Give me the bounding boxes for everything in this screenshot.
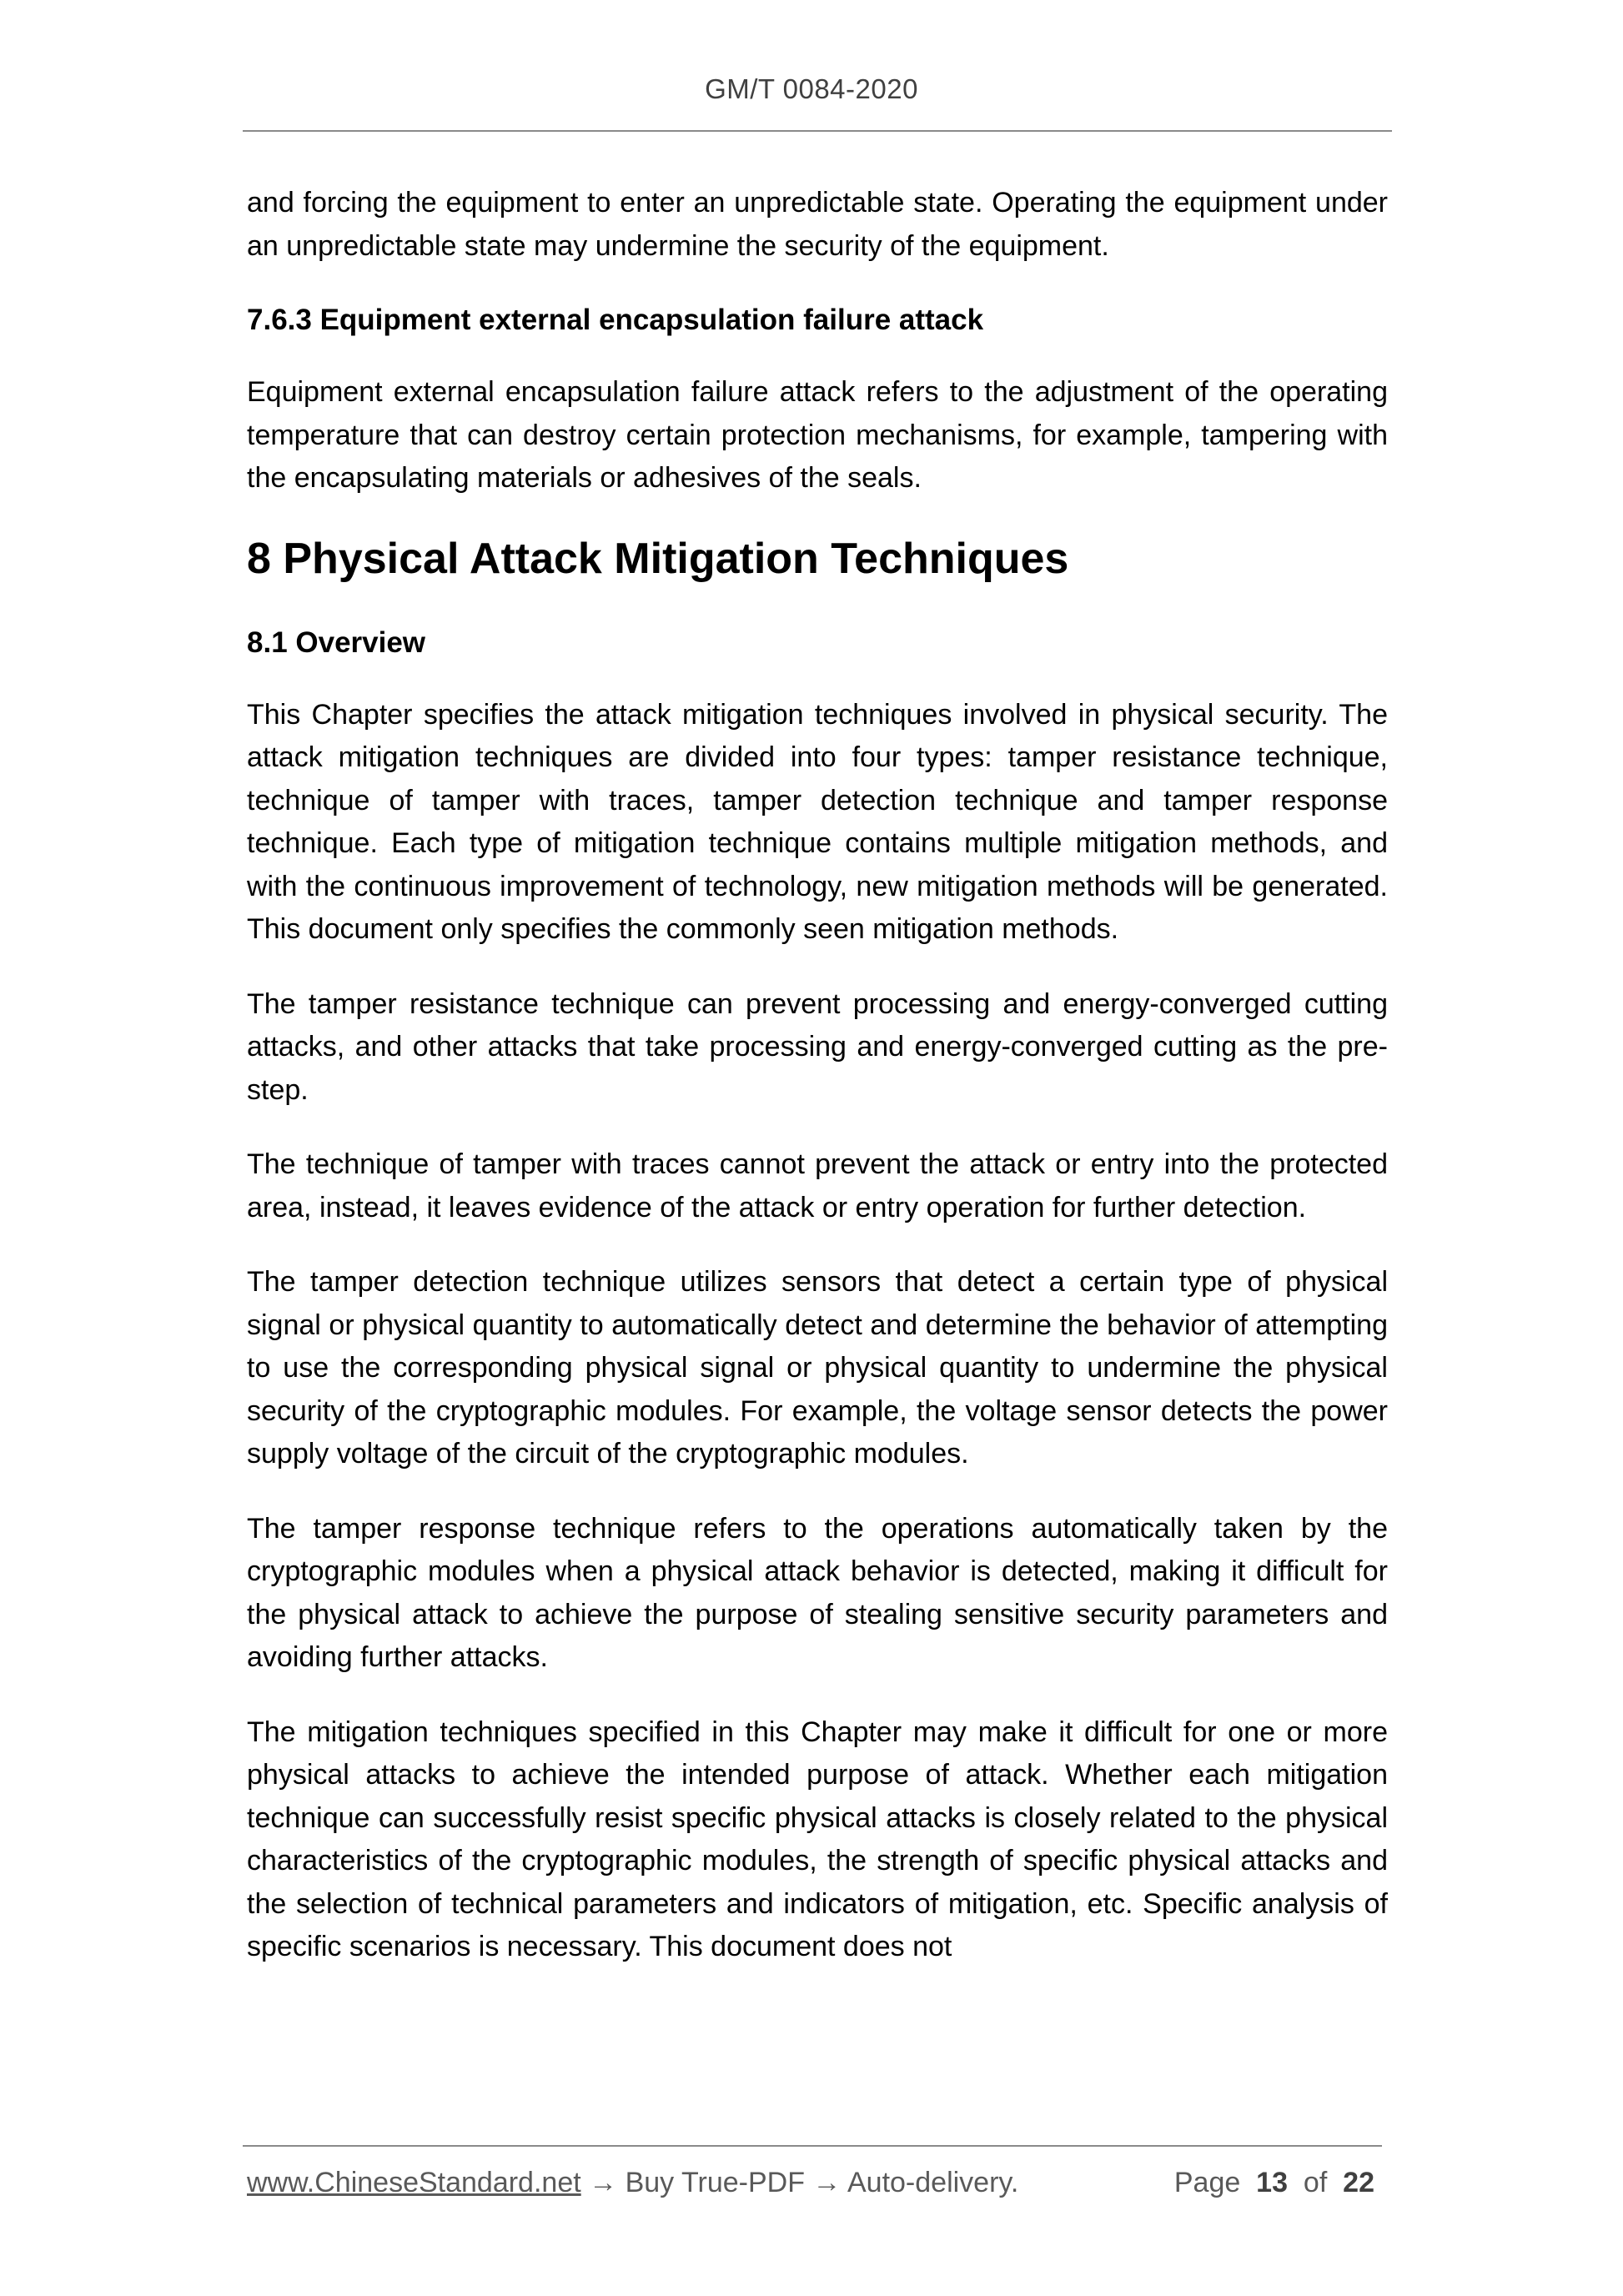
footer-promo-text: → Buy True-PDF → Auto-delivery. — [580, 2167, 1019, 2198]
footer-divider — [243, 2145, 1382, 2147]
section-heading-7-6-3: 7.6.3 Equipment external encapsulation failure attack — [247, 304, 984, 336]
paragraph-tamper-traces: The technique of tamper with traces cannot prevent the attack or entry into the protected area, instead, it leaves evidence of the attack or entry operation for further detection. — [247, 1148, 1388, 1223]
of-word: of — [1303, 2167, 1328, 2198]
paragraph-tamper-response: The tamper response technique refers to the operations automatically taken by the cryptographic modules when a physical attack behavior is detected, making it difficult for the physical attack to achieve the purpose of stealing sensitive security parameters and avoiding further attacks. — [247, 1512, 1388, 1673]
page-number: 13 — [1256, 2167, 1288, 2198]
page-content — [247, 182, 1388, 2001]
page-word: Page — [1173, 2167, 1241, 2198]
section-heading-8-1: 8.1 Overview — [247, 625, 426, 659]
paragraph-8-1-overview: This Chapter specifies the attack mitigation techniques involved in physical security. The attack mitigation techniques are divided into four types: tamper resistance technique, technique of tamper with traces, tamper detection technique and tamper response technique. Each type of mitigation technique contains multiple mitigation methods, and with the continuous improvement of technology, new mitigation methods will be generated. This document only specifies the commonly seen mitigation methods. — [247, 698, 1388, 945]
running-header: GM/T 0084-2020 — [705, 73, 918, 104]
page-counter — [1174, 2167, 1374, 2199]
footer-promo-line — [247, 2167, 1018, 2199]
chapter-title-8: 8 Physical Attack Mitigation Techniques — [247, 534, 1069, 583]
paragraph-mitigation-scope: The mitigation techniques specified in this Chapter may make it difficult for one or more physical attacks to achieve the intended purpose of attack. Whether each mitigation technique can successfully resist specific physical attacks is closely related to the physical characteristics of the cryptographic modules, the strength of specific physical attacks and the selection of technical parameters and indicators of mitigation, etc. Specific analysis of specific scenarios is necessary. This document does not — [247, 1716, 1388, 1962]
page-footer — [247, 2167, 1381, 2208]
site-link[interactable]: www.ChineseStandard.net — [247, 2167, 581, 2198]
continued-paragraph: and forcing the equipment to enter an unpredictable state. Operating the equipment under an unpredictable state may undermine the security of the equipment. — [247, 187, 1388, 262]
paragraph-tamper-detection: The tamper detection technique utilizes sensors that detect a certain type of physical signal or physical quantity to automatically detect and determine the behavior of attempting to use the corresponding physical signal or physical quantity to undermine the physical security of the cryptographic modules. For example, the voltage sensor detects the power supply voltage of the circuit of the cryptographic modules. — [247, 1266, 1388, 1470]
header-divider — [243, 130, 1392, 132]
paragraph-tamper-resistance: The tamper resistance technique can prevent processing and energy-converged cutting attacks, and other attacks that take processing and energy-converged cutting as the pre-step. — [247, 987, 1388, 1106]
paragraph-7-6-3: Equipment external encapsulation failure attack refers to the adjustment of the operating temperature that can destroy certain protection mechanisms, for example, tampering with the encapsulating materials or adhesives of the seals. — [247, 376, 1388, 494]
page-total: 22 — [1343, 2167, 1374, 2198]
